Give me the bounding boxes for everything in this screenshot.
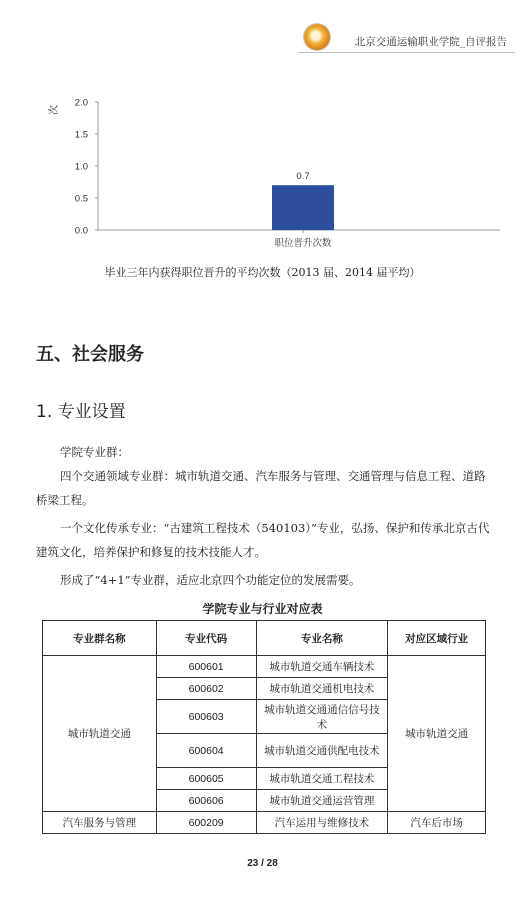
table-title: 学院专业与行业对应表	[202, 602, 323, 616]
code-cell: 600601	[156, 656, 256, 678]
industry-cell: 城市轨道交通	[388, 656, 486, 812]
major-name-cell: 城市轨道交通车辆技术	[256, 656, 388, 678]
table-header-row	[43, 621, 486, 656]
section-heading: 五、社会服务	[36, 344, 144, 365]
code-cell: 600603	[156, 700, 256, 734]
y-axis-label: 次	[49, 105, 60, 115]
paragraph-intro: 学院专业群：	[60, 445, 129, 459]
bar	[272, 185, 334, 230]
y-tick-label: 2.0	[74, 97, 88, 109]
paragraph-culture-major: 一个文化传承专业：“古建筑工程技术（540103）”专业，弘扬、保护和传承北京古代建筑文化，培养保护和修复的技术技能人才。	[36, 521, 490, 559]
code-cell: 600605	[156, 768, 256, 790]
chart-caption: 毕业三年内获得职位晋升的平均次数（2013 届、2014 届平均）	[104, 266, 421, 279]
major-name-cell: 城市轨道交通运营管理	[256, 790, 388, 812]
x-tick-label: 职位晋升次数	[274, 238, 332, 249]
subsection-heading: 1. 专业设置	[36, 402, 126, 422]
header-title: 北京交通运输职业学院_自评报告	[354, 36, 507, 48]
header-cell: 对应区域行业	[388, 621, 486, 656]
industry-cell: 汽车后市场	[388, 812, 486, 834]
code-cell: 600604	[156, 734, 256, 768]
paragraph-4plus1: 形成了“4+1”专业群，适应北京四个功能定位的发展需要。	[60, 573, 361, 587]
header-cell: 专业代码	[156, 621, 256, 656]
page-number: 23 / 28	[247, 858, 278, 869]
major-name-cell: 城市轨道交通工程技术	[256, 768, 388, 790]
y-tick-label: 0.0	[74, 225, 88, 237]
code-cell: 600606	[156, 790, 256, 812]
paragraph-transport-groups: 四个交通领域专业群：城市轨道交通、汽车服务与管理、交通管理与信息工程、道路桥梁工程。	[36, 469, 486, 507]
major-name-cell: 城市轨道交通通信信号技术	[256, 700, 388, 734]
major-name-cell: 城市轨道交通供配电技术	[256, 734, 388, 768]
major-name-cell: 汽车运用与维修技术	[256, 812, 388, 834]
code-cell: 600602	[156, 678, 256, 700]
header-cell: 专业群名称	[43, 621, 157, 656]
group-name-cell: 汽车服务与管理	[43, 812, 157, 834]
bar-chart	[0, 90, 525, 260]
table-row	[43, 812, 486, 834]
code-cell: 600209	[156, 812, 256, 834]
major-name-cell: 城市轨道交通机电技术	[256, 678, 388, 700]
table-row	[43, 656, 486, 678]
header-rule	[298, 52, 515, 53]
college-logo	[304, 24, 330, 50]
y-tick-label: 0.5	[74, 193, 88, 205]
bar-data-label: 0.7	[296, 171, 310, 183]
header-cell: 专业名称	[256, 621, 388, 656]
group-name-cell: 城市轨道交通	[43, 656, 157, 812]
major-industry-table	[42, 620, 486, 834]
y-tick-label: 1.5	[74, 129, 88, 141]
y-tick-label: 1.0	[74, 161, 88, 173]
